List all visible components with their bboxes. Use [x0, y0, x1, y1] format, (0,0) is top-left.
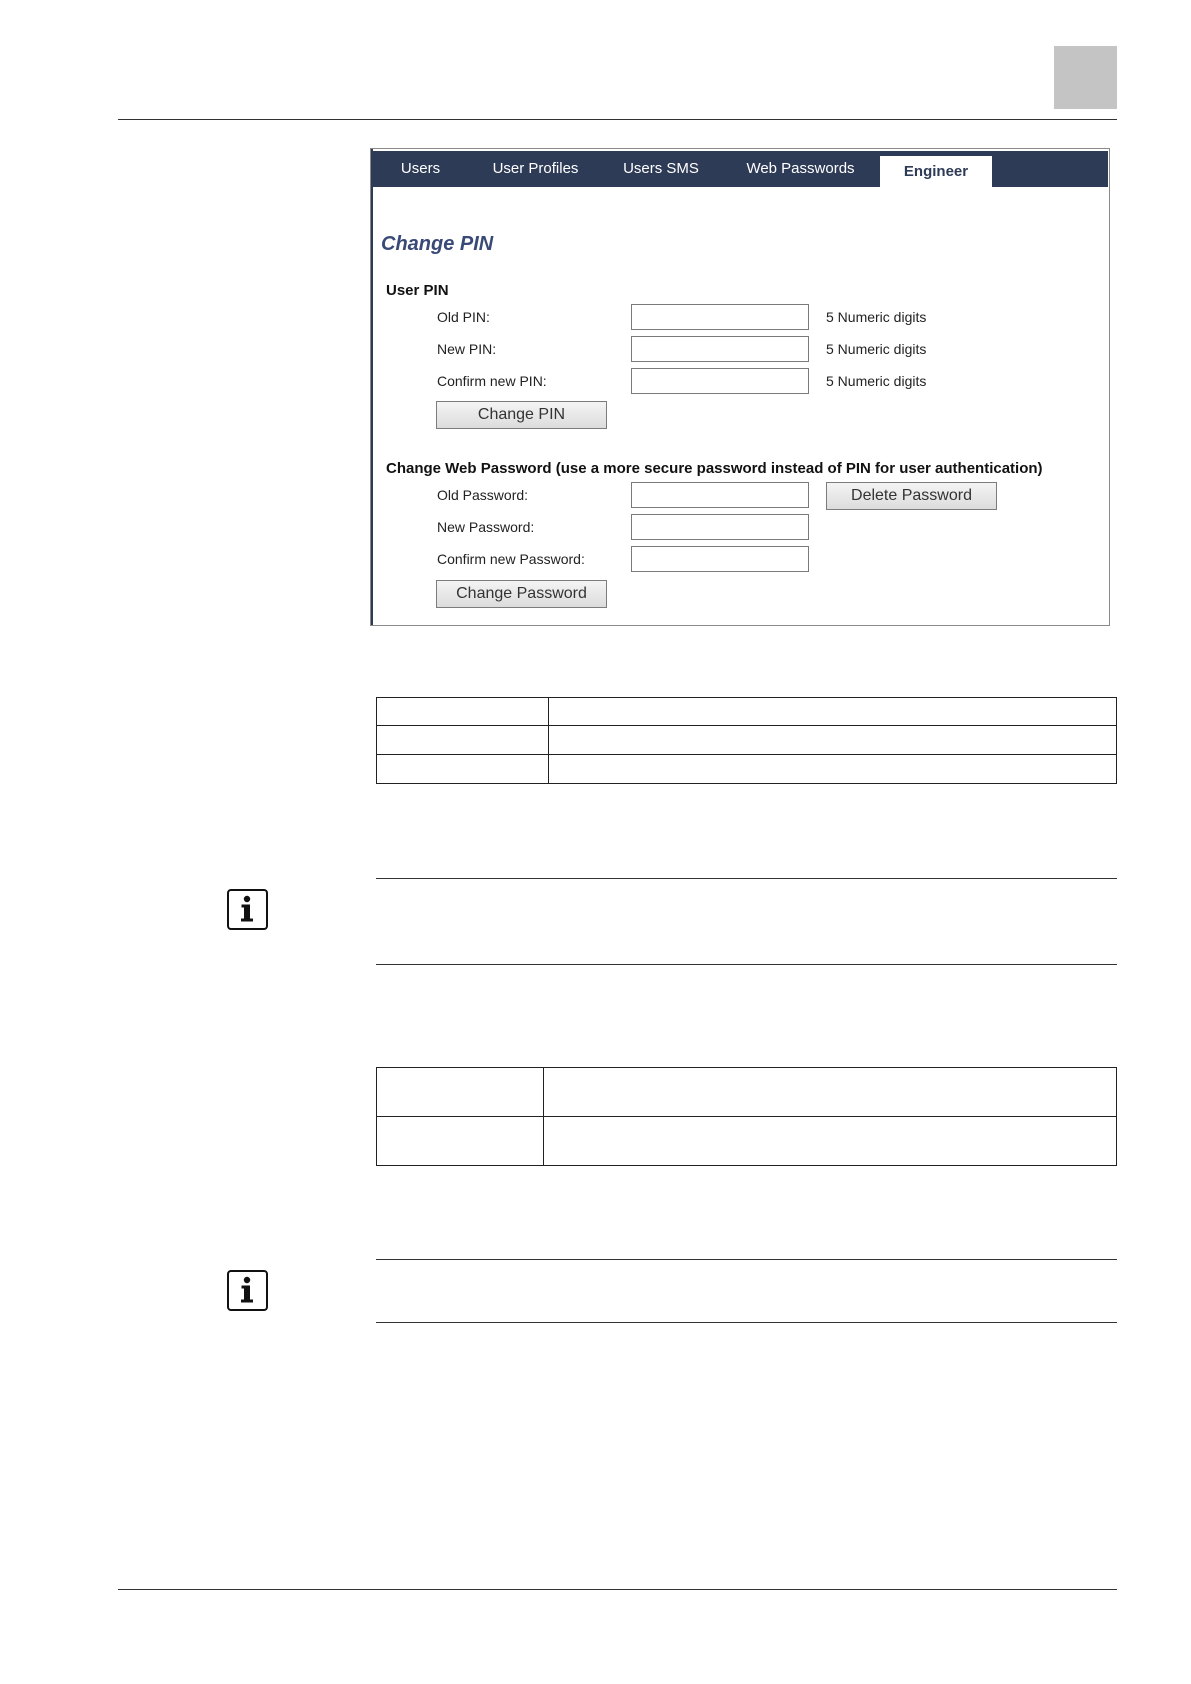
confirm-pin-hint: 5 Numeric digits — [826, 373, 927, 389]
tab-users[interactable]: Users — [400, 160, 441, 177]
table-cell — [377, 698, 549, 726]
info-icon — [227, 889, 268, 930]
new-pin-input[interactable] — [631, 336, 809, 362]
doc-table-2 — [376, 1067, 1117, 1166]
old-pin-input[interactable] — [631, 304, 809, 330]
table-cell — [549, 726, 1117, 755]
table-cell — [549, 698, 1117, 726]
tab-engineer[interactable]: Engineer — [880, 156, 992, 187]
tab-users-sms[interactable]: Users SMS — [623, 160, 699, 177]
old-pin-label: Old PIN: — [437, 309, 490, 325]
note-bottom-rule — [376, 964, 1117, 965]
change-password-button[interactable]: Change Password — [436, 580, 607, 608]
panel-left-border — [371, 149, 373, 625]
page-title: Change PIN — [381, 233, 494, 255]
table-row — [377, 726, 1117, 755]
old-pin-hint: 5 Numeric digits — [826, 309, 927, 325]
tab-user-profiles[interactable]: User Profiles — [492, 160, 579, 177]
table-cell — [544, 1068, 1117, 1117]
tab-web-passwords[interactable]: Web Passwords — [746, 160, 855, 177]
info-icon — [227, 1270, 268, 1311]
table-row — [377, 755, 1117, 784]
new-password-label: New Password: — [437, 519, 535, 535]
table-cell — [377, 755, 549, 784]
footer-rule — [118, 1589, 1117, 1590]
change-pin-screenshot — [370, 148, 1110, 626]
table-cell — [377, 1117, 544, 1166]
confirm-pin-input[interactable] — [631, 368, 809, 394]
table-cell — [544, 1117, 1117, 1166]
old-password-input[interactable] — [631, 482, 809, 508]
table-row — [377, 698, 1117, 726]
new-pin-hint: 5 Numeric digits — [826, 341, 927, 357]
new-password-input[interactable] — [631, 514, 809, 540]
user-pin-heading: User PIN — [386, 282, 449, 299]
confirm-password-input[interactable] — [631, 546, 809, 572]
header-rule — [118, 119, 1117, 120]
page-corner-marker — [1054, 46, 1117, 109]
table-cell — [377, 726, 549, 755]
confirm-pin-label: Confirm new PIN: — [437, 373, 547, 389]
tab-bar — [373, 151, 1108, 187]
confirm-password-label: Confirm new Password: — [437, 551, 585, 567]
new-pin-label: New PIN: — [437, 341, 497, 357]
note-bottom-rule — [376, 1322, 1117, 1323]
old-password-label: Old Password: — [437, 487, 529, 503]
table-cell — [377, 1068, 544, 1117]
table-row — [377, 1068, 1117, 1117]
change-pin-button[interactable]: Change PIN — [436, 401, 607, 429]
table-cell — [549, 755, 1117, 784]
note-top-rule — [376, 878, 1117, 879]
note-top-rule — [376, 1259, 1117, 1260]
delete-password-button[interactable]: Delete Password — [826, 482, 997, 510]
doc-table-1 — [376, 697, 1117, 784]
table-row — [377, 1117, 1117, 1166]
web-password-heading: Change Web Password (use a more secure password instead of PIN for user authentication) — [386, 460, 1043, 477]
